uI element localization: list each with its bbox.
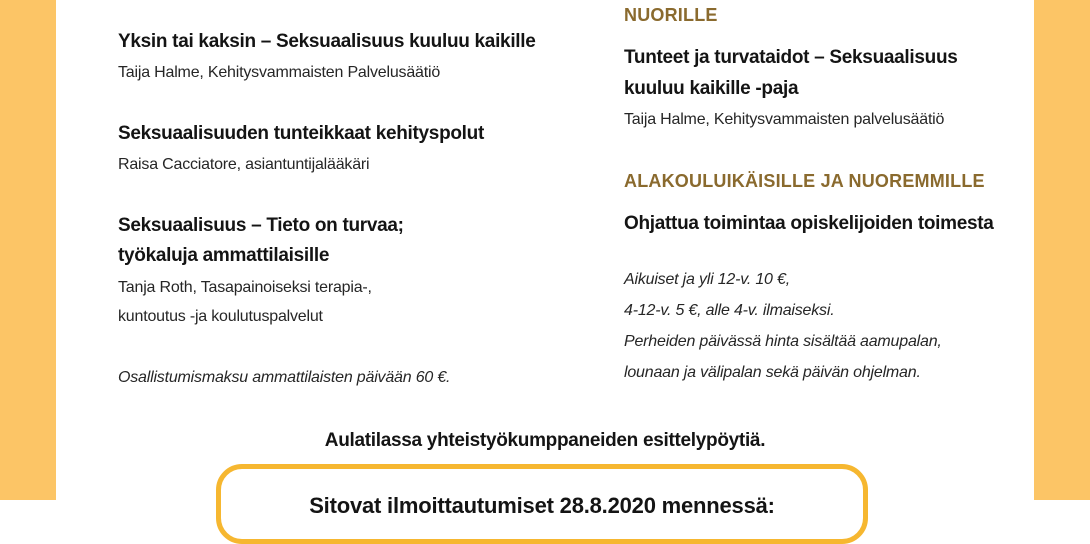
price-line-1: Aikuiset ja yli 12-v. 10 €, [624,271,790,288]
youth-session-title-line-1: Tunteet ja turvataidot – Seksuaalisuus [624,47,958,68]
price-line-2: 4-12-v. 5 €, alle 4-v. ilmaiseksi. [624,302,835,319]
right-decorative-bar [1034,0,1090,500]
youth-session-title-line-2: kuuluu kaikille -paja [624,78,799,99]
youth-heading: NUORILLE [624,5,718,25]
session-3-speaker-line-2: kuntoutus -ja koulutuspalvelut [118,308,323,325]
youth-session-speaker: Taija Halme, Kehitysvammaisten palvelusäätiö [624,111,945,128]
session-2-title: Seksuaalisuuden tunteikkaat kehityspolut [118,123,484,144]
session-2-speaker: Raisa Cacciatore, asiantuntijalääkäri [118,156,370,173]
session-1-speaker: Taija Halme, Kehitysvammaisten Palvelusäätiö [118,64,441,81]
kids-activity: Ohjattua toimintaa opiskelijoiden toimesta [624,213,994,234]
exhibitor-tables-note: Aulatilassa yhteistyökumppaneiden esittelypöytiä. [324,430,766,451]
session-3-title-line-2: työkaluja ammattilaisille [118,245,330,266]
professional-fee-note: Osallistumismaksu ammattilaisten päivään 60 €. [118,369,451,386]
session-3-speaker-line-1: Tanja Roth, Tasapainoiseksi terapia-, [118,279,372,296]
session-3-title-line-1: Seksuaalisuus – Tieto on turvaa; [118,215,404,236]
price-line-3: Perheiden päivässä hinta sisältää aamupalan, [624,333,942,350]
registration-deadline: Sitovat ilmoittautumiset 28.8.2020 mennessä: [309,493,775,518]
kids-heading: ALAKOULUIKÄISILLE JA NUOREMMILLE [624,171,985,191]
session-1-title: Yksin tai kaksin – Seksuaalisuus kuuluu kaikille [118,31,536,52]
registration-box [216,464,868,544]
price-line-4: lounaan ja välipalan sekä päivän ohjelman. [624,364,921,381]
left-decorative-bar [0,0,56,500]
